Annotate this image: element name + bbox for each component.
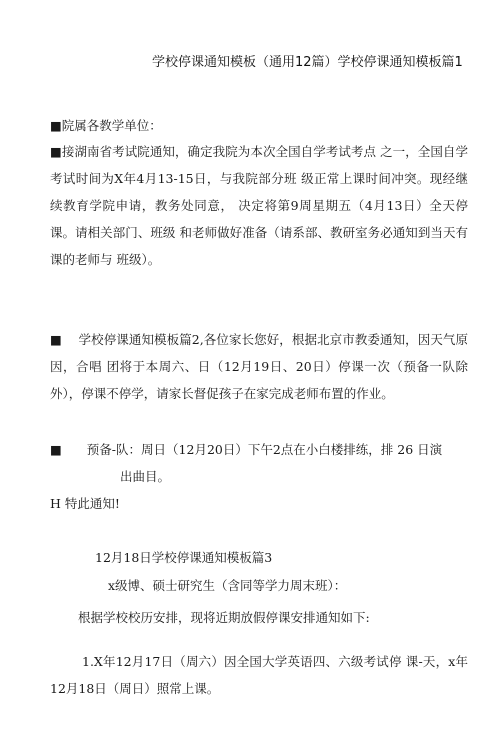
notice-3-heading: 12月18日学校停课通知模板篇3 [95, 550, 273, 565]
addressee: ■院属各教学单位： [50, 118, 162, 133]
document-title: 学校停课通知模板（通用12篇）学校停课通知模板篇1 [152, 55, 463, 70]
notice-2-item-cont: 出曲目。 [120, 469, 171, 484]
notice-3-intro: 根据学校校历安排，现将近期放假停课安排通知如下: [78, 610, 370, 625]
notice-2-item: ■ 预备-队：周日（12月20日）下午2点在小白楼排练，排 26 日演 [50, 442, 443, 457]
notice-3-addressee: x级博、硕士研究生（含同等学力周末班）： [108, 578, 347, 593]
notice-2-body: ■ 学校停课通知模板篇2,各位家长您好，根据北京市教委通知，因天气原因，合唱 团将于本周六、日（12月19日、20日）停课一次（预备一队除 外），停课不停学，请家长督促孩子在家完成老师布置的作业。 [50, 332, 468, 401]
notice-2-closing: H 特此通知! [50, 496, 120, 511]
notice-1-body: ■接湖南省考试院通知，确定我院为本次全国自学考试考点 之一，全国自学考试时间为X年4月13-15日，与我院部分班 级正常上课时间冲突。现经继续教育学院申请，教务处同意， 决定将第9周星期五（4月13日）全天停课。请相关部门、班级 和老师做好准备（请系部、教研室务必通知到当天有课的老师与 班级）。 [50, 144, 468, 267]
notice-3-item-1: 1.X年12月17日（周六）因全国大学英语四、六级考试停 课-天，x年12月18日（周日）照常上课。 [50, 654, 468, 696]
